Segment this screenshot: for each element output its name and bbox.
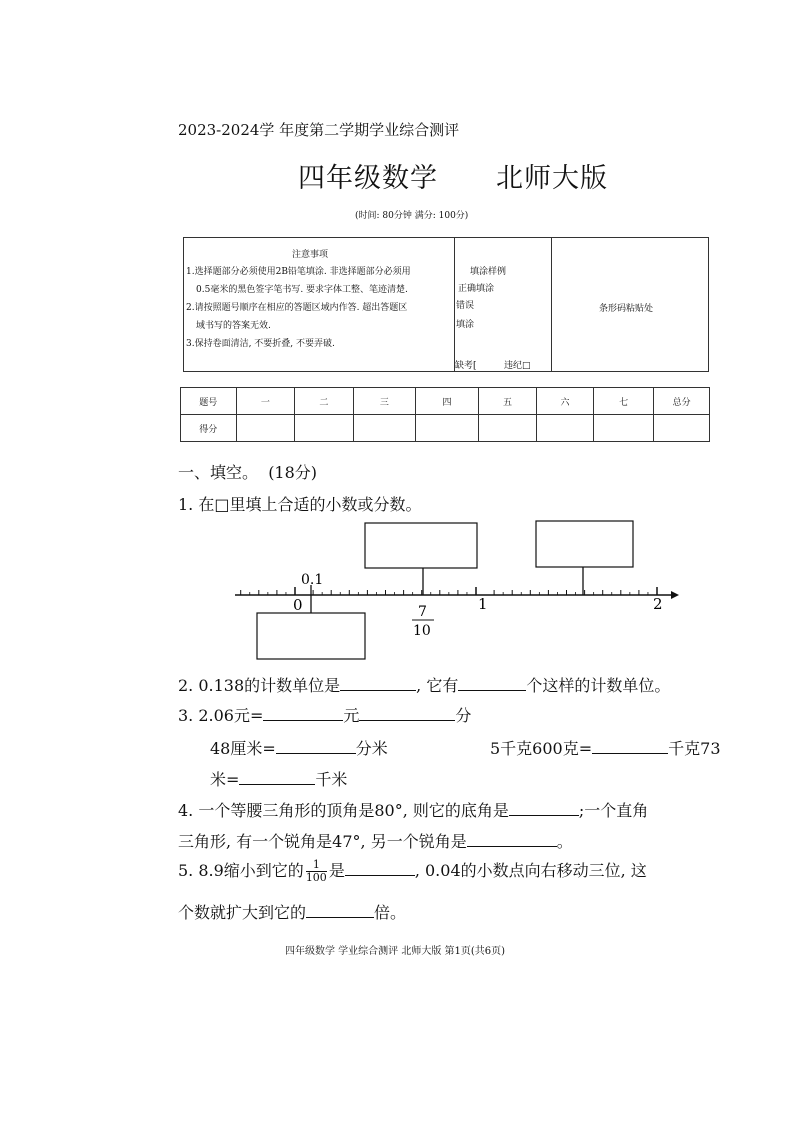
- fraction-numerator: 7: [418, 604, 427, 620]
- table-cell: 题号: [181, 388, 237, 415]
- q5-text: 是: [328, 861, 345, 880]
- question-2: [178, 673, 670, 696]
- label-0: 0: [293, 596, 303, 614]
- fraction-denominator: 10: [413, 623, 431, 639]
- answer-blank[interactable]: [306, 903, 374, 918]
- notice-line: 0.5毫米的黑色签字笔书写. 要求字体工整、笔迹清楚.: [196, 285, 408, 295]
- question-3: [178, 703, 471, 726]
- page-footer: 四年级数学 学业综合测评 北师大版 第1页(共6页): [285, 946, 506, 957]
- answer-box-top-left[interactable]: [365, 523, 477, 568]
- sample-wrong: 错误: [456, 301, 475, 311]
- table-cell: 三: [353, 388, 416, 415]
- q2-text: 个这样的计数单位。: [526, 676, 671, 695]
- notice-title: 注意事项: [292, 250, 329, 260]
- answer-blank[interactable]: [458, 676, 526, 691]
- exam-year-line: 2023-2024学 年度第二学期学业综合测评: [178, 121, 460, 139]
- question-4: [178, 798, 648, 821]
- notice-rules: [184, 238, 455, 371]
- notice-line: 1.选择题部分必须使用2B铅笔填涂. 非选择题部分必须用: [186, 267, 411, 277]
- label-0-1: 0.1: [301, 572, 324, 588]
- page-title: [298, 156, 608, 195]
- table-cell: 五: [478, 388, 537, 415]
- question-5: [178, 858, 647, 884]
- table-cell: 四: [416, 388, 479, 415]
- notice-line: 3.保持卷面清洁, 不要折叠, 不要弄破.: [186, 339, 335, 349]
- violation-mark: 违纪□: [504, 361, 531, 371]
- fraction-denominator: 100: [305, 871, 327, 884]
- q4-text: ;一个直角: [578, 801, 649, 820]
- answer-box-top-right[interactable]: [536, 521, 633, 567]
- q3-text: 48厘米=: [210, 739, 276, 758]
- notice-box: [183, 237, 709, 372]
- question-3-line2: [210, 736, 388, 759]
- q4-text: 三角形, 有一个锐角是47°, 另一个锐角是: [178, 832, 467, 851]
- fraction-numerator: 1: [306, 859, 327, 872]
- answer-box-bottom[interactable]: [257, 613, 365, 659]
- answer-blank[interactable]: [239, 770, 315, 785]
- title-subject: 四年级数学: [298, 163, 438, 194]
- score-input[interactable]: [416, 415, 479, 442]
- score-input[interactable]: [295, 415, 354, 442]
- score-input[interactable]: [478, 415, 537, 442]
- score-input[interactable]: [537, 415, 594, 442]
- answer-blank[interactable]: [340, 676, 416, 691]
- fraction-1-100: [306, 859, 327, 884]
- label-1: 1: [478, 595, 488, 613]
- sample-correct: 正确填涂: [458, 284, 495, 294]
- sample-title: 填涂样例: [470, 267, 507, 277]
- q3-text: 分: [455, 706, 472, 725]
- score-input[interactable]: [353, 415, 416, 442]
- q5-text: 个数就扩大到它的: [178, 903, 307, 922]
- answer-blank[interactable]: [467, 832, 557, 847]
- time-note: (时间: 80分钟 满分: 100分): [355, 211, 469, 221]
- answer-blank[interactable]: [345, 861, 415, 876]
- table-cell: 一: [236, 388, 295, 415]
- answer-blank[interactable]: [359, 706, 455, 721]
- table-cell: 七: [593, 388, 654, 415]
- section-label: 一、填空。: [178, 463, 259, 482]
- axis-arrow: [671, 591, 679, 599]
- sample-wrong-fill: 填涂: [456, 320, 475, 330]
- question-3-line3: [210, 767, 347, 790]
- answer-blank[interactable]: [263, 706, 343, 721]
- score-input[interactable]: [593, 415, 654, 442]
- notice-line: 2.请按照题号顺序在相应的答题区域内作答. 超出答题区: [186, 303, 408, 313]
- q3-text: 5千克600克=: [490, 739, 593, 758]
- number-line-figure: [225, 515, 685, 665]
- absent-mark: 缺考[: [455, 361, 477, 371]
- question-4-line2: [178, 829, 573, 852]
- answer-blank[interactable]: [276, 739, 356, 754]
- q2-text: , 它有: [416, 676, 459, 695]
- section-title: [178, 460, 317, 483]
- q3-text: 千米: [315, 770, 348, 789]
- title-edition: 北师大版: [496, 163, 608, 194]
- q4-text: 4. 一个等腰三角形的顶角是80°, 则它的底角是: [178, 801, 509, 820]
- table-cell: 二: [295, 388, 354, 415]
- q3-text: 米=: [210, 770, 240, 789]
- notice-line: 域书写的答案无效.: [196, 321, 271, 331]
- question-1: 1. 在□里填上合适的小数或分数。: [178, 495, 422, 514]
- section-points: (18分): [268, 463, 318, 482]
- question-5-line2: [178, 900, 406, 923]
- fill-sample: [454, 238, 552, 371]
- question-3-line2b: [490, 736, 721, 759]
- q5-text: , 0.04的小数点向右移动三位, 这: [414, 861, 647, 880]
- answer-blank[interactable]: [509, 801, 579, 816]
- q3-text: 千克73: [668, 739, 721, 758]
- q3-text: 分米: [355, 739, 388, 758]
- q3-text: 3. 2.06元=: [178, 706, 264, 725]
- q4-text: 。: [556, 832, 573, 851]
- q5-text: 倍。: [374, 903, 407, 922]
- table-row: [181, 415, 710, 442]
- q5-text: 5. 8.9缩小到它的: [178, 861, 304, 880]
- table-cell: 六: [537, 388, 594, 415]
- score-table: [180, 387, 710, 442]
- label-2: 2: [653, 595, 663, 613]
- table-cell: 总分: [654, 388, 710, 415]
- barcode-area: 条形码粘贴处: [599, 304, 654, 314]
- q3-text: 元: [343, 706, 360, 725]
- table-row: [181, 388, 710, 415]
- table-cell: 得分: [181, 415, 237, 442]
- answer-blank[interactable]: [592, 739, 668, 754]
- q2-text: 2. 0.138的计数单位是: [178, 676, 341, 695]
- score-input[interactable]: [654, 415, 710, 442]
- score-input[interactable]: [236, 415, 295, 442]
- tick-marks: [241, 587, 657, 595]
